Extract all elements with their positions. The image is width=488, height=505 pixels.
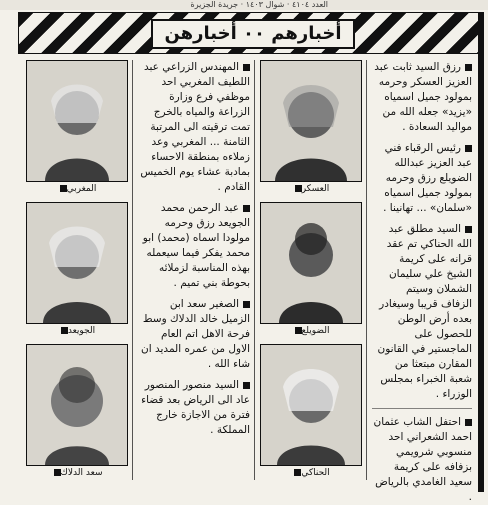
news-item: الصغير سعد ابن الزميل خالد الدلاك وسط فرحة الاهل اتم العام الاول من عمره المديد ان شاء الله . [141,298,250,370]
news-item: رئيس الرقباء فني عبد العزيز عبدالله الضويلع رزق وحرمه بمولود جميل اسمياه «سلمان» ... تهانينا . [383,142,472,214]
caption-bullet-icon [61,327,68,334]
news-item: السيد مطلق عبد الله الحناكي تم عقد قرانه على كريمة الشيخ علي سليمان الشملان وسيتم الزفاف قريبا وسيغادر بعده أرض الوطن للحصول على الماجستير في القانون المقارن مبتعثا من شعبة الخبراء بمجلس الوزراء . [377,223,472,400]
header-banner [18,12,480,54]
photo-hanaki [260,344,362,466]
caption-text: العسكر [301,184,330,194]
caption-bullet-icon [54,469,61,476]
portrait-placeholder-icon [27,203,127,323]
caption-bullet-icon [60,185,67,192]
portrait-placeholder-icon [261,61,361,181]
caption-juwaied [26,324,126,338]
photo-maghribi [26,60,128,182]
bullet-icon [243,64,250,71]
photo-askar [260,60,362,182]
news-item: رزق السيد ثابت عبد العزيز العسكر وحرمه بمولود جميل اسمياه «يزيد» جعله الله من مواليد السعادة . [374,61,472,133]
bullet-icon [243,205,250,212]
news-item: احتفل الشاب عثمان احمد الشعراني احد منسوبي شرويمي بزفافه على كريمة سعيد الغامدي بالرياض . [373,416,472,503]
caption-dhuwailea [260,324,360,338]
portrait-placeholder-icon [261,345,361,465]
portrait-placeholder-icon [27,61,127,181]
portrait-placeholder-icon [27,345,127,465]
bullet-icon [465,419,472,426]
column-divider-3 [366,60,367,480]
middle-text-column [138,60,250,480]
caption-maghribi [26,182,126,196]
issue-line: العدد ٤١٠٤ · شوال ١٤٠٣ · جريدة الجزيرة [190,0,328,9]
column-divider-2 [254,60,255,480]
bullet-icon [465,64,472,71]
separator-rule [372,408,472,409]
caption-text: الجويعد [67,326,96,336]
news-item: السيد منصور المنصور عاد الى الرياض بعد قضاء فترة من الاجازة خارج المملكة . [141,379,250,436]
bullet-icon [465,226,472,233]
caption-text: الضويلع [301,326,330,336]
caption-bullet-icon [295,327,302,334]
right-edge-bar [478,12,484,492]
caption-dallak [26,466,126,480]
caption-text: الحناكي [301,468,330,478]
photo-dallak [26,344,128,466]
photo-dhuwailea [260,202,362,324]
page-title: أخبارهم ۰۰ أخبارهن [151,19,355,49]
content-columns [16,60,476,503]
caption-askar [260,182,360,196]
news-item: عبد الرحمن محمد الجويعد رزق وحرمه مولودا اسماه (محمد) ابو محمد يفكر فيما سيعمله بهذه المناسبة لزملائه بحوطة بني تميم . [142,202,250,289]
column-divider-1 [132,60,133,480]
bullet-icon [243,301,250,308]
portrait-placeholder-icon [261,203,361,323]
right-text-column [372,60,472,503]
bullet-icon [465,145,472,152]
caption-hanaki [260,466,360,480]
top-strip [0,0,488,10]
bullet-icon [243,382,250,389]
photo-juwaied [26,202,128,324]
caption-text: المغربي [66,184,97,194]
news-item: المهندس الزراعي عبد اللطيف المغربي احد موظفي فرع وزارة الزراعة والمياه بالخرج تمت ترقيته الى المرتبة الثامنة ... المغربي وعد زملاءه بمنطقة الاحساء بمادبة عشاء يوم الخميس القادم . [140,61,250,193]
caption-bullet-icon [295,185,302,192]
caption-text: سعد الدلاك [60,468,103,478]
